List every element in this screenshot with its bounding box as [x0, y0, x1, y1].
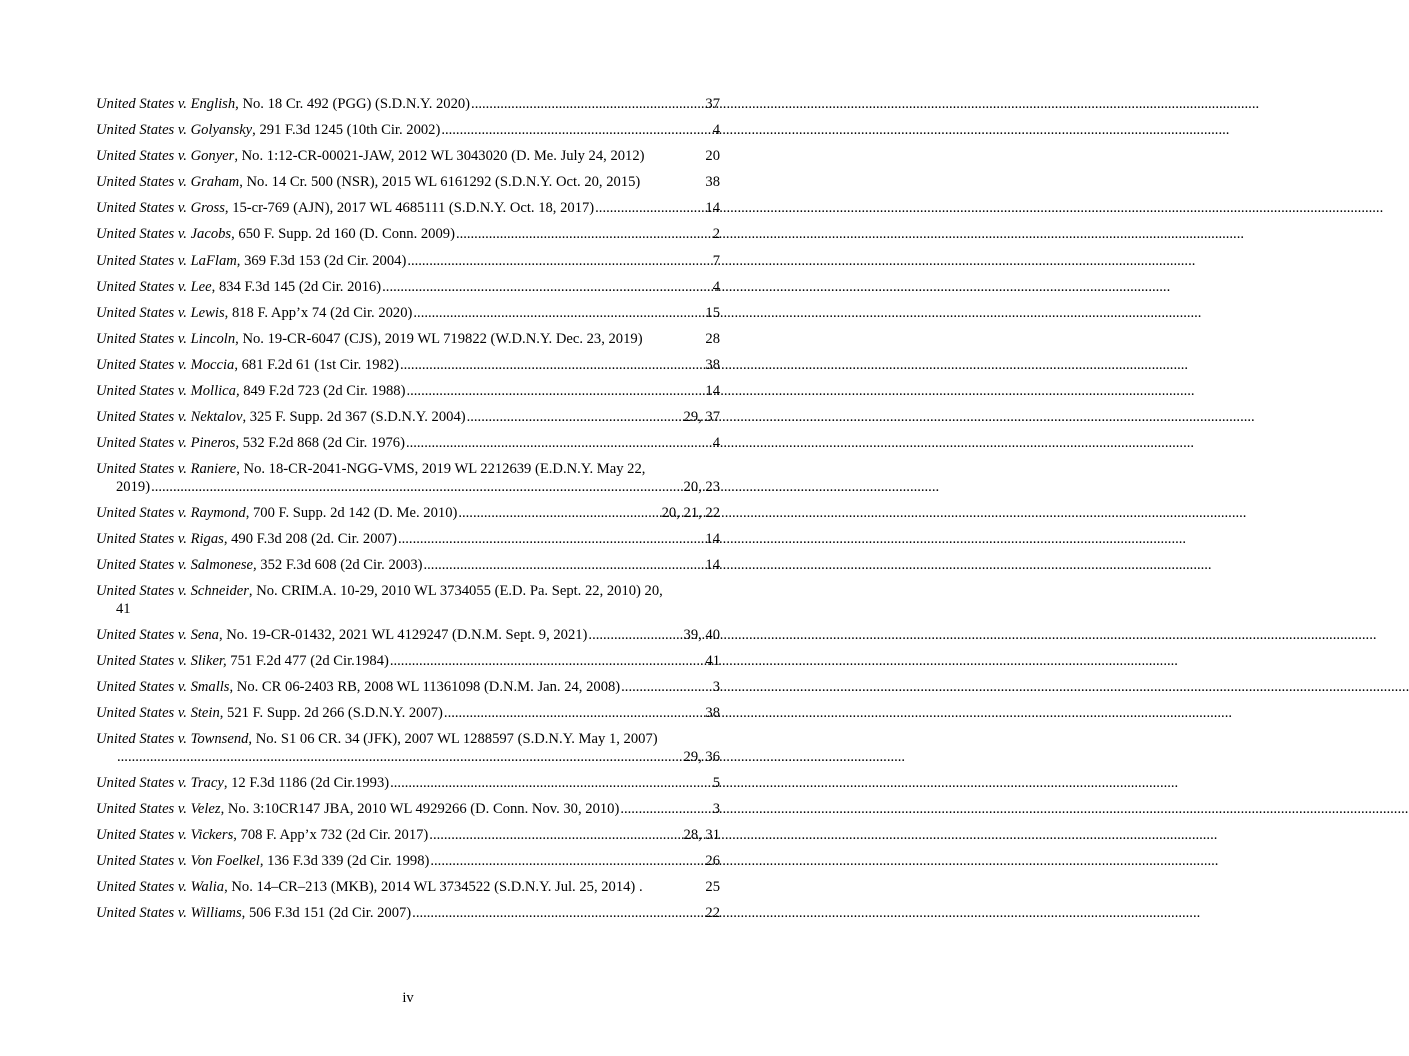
case-citation: , 325 F. Supp. 2d 367 (S.D.N.Y. 2004) [242, 409, 466, 426]
page-references: 39, 40 [683, 626, 720, 643]
page-references: 22 [705, 905, 720, 922]
page-references: 38 [705, 356, 720, 373]
case-name: United States v. Stein [96, 705, 220, 722]
page-references: 38 [705, 705, 720, 722]
case-name: United States v. Rigas [96, 531, 224, 547]
case-citation: , 700 F. Supp. 2d 142 (D. Me. 2010) [245, 504, 458, 521]
case-name: United States v. Lincoln [96, 330, 236, 347]
page-references: 2 [712, 226, 720, 243]
page-references: 20, 23 [683, 478, 720, 495]
dot-leader [407, 253, 711, 271]
authority-entry [96, 279, 720, 297]
page-references: 26 [705, 853, 720, 870]
case-citation: , No. CR 06-2403 RB, 2008 WL 11361098 (D.N.M. Jan. 24, 2008) [229, 678, 621, 695]
case-name: United States v. Vickers [96, 826, 234, 843]
case-name: United States v. Raniere [96, 461, 237, 478]
case-name: United States v. Lewis [96, 304, 225, 321]
authority-entry [96, 148, 720, 166]
case-citation: , No. CRIM.A. 10-29, 2010 WL 3734055 (E.D. Pa. Sept. 22, 2010) 20, [248, 583, 663, 600]
authority-entry [96, 331, 720, 349]
case-citation: , 681 F.2d 61 (1st Cir. 1982) [234, 356, 399, 373]
case-name: United States v. Schneider [96, 583, 249, 600]
case-citation: , No. 3:10CR147 JBA, 2010 WL 4929266 (D. Conn. Nov. 30, 2010) [220, 800, 620, 817]
case-citation: 849 F.2d 723 (2d Cir. 1988) [239, 383, 406, 400]
authority-entry [96, 226, 720, 244]
case-name: United States v. Smalls [96, 678, 230, 695]
case-name: United States v. Jacobs [96, 226, 232, 243]
dot-leader [117, 749, 683, 767]
authority-entry [96, 653, 720, 671]
case-name: United States v. Lee [96, 278, 212, 295]
case-citation: , No. 19-CR-01432, 2021 WL 4129247 (D.N.M. Sept. 9, 2021) [218, 626, 588, 643]
page-references: 20 [705, 148, 720, 165]
case-citation: , No. 14–CR–213 (MKB), 2014 WL 3734522 (S.D.N.Y. Jul. 25, 2014) . [224, 879, 643, 896]
case-name: United States v. Gonyer [96, 148, 235, 165]
case-citation-continued: 2019) [116, 478, 151, 495]
authority-entry [96, 357, 720, 375]
page-references: 7 [712, 252, 720, 269]
case-citation: , 650 F. Supp. 2d 160 (D. Conn. 2009) [231, 226, 455, 243]
authority-entry [96, 905, 720, 923]
dot-leader [151, 479, 682, 497]
case-citation: , 708 F. App’x 732 (2d Cir. 2017) [233, 826, 429, 843]
case-name: United States v. Pineros [96, 435, 236, 452]
page-references: 41 [705, 652, 720, 669]
dot-leader [444, 705, 704, 723]
case-name: United States v. Graham [96, 174, 240, 191]
dot-leader [471, 96, 704, 114]
page-references: 4 [712, 122, 720, 139]
authority-entry [96, 409, 720, 427]
page-references: 29, 37 [683, 409, 720, 426]
case-name: United States v. Raymond [96, 504, 246, 521]
page-references: 14 [705, 557, 720, 574]
case-citation: , No. 1:12-CR-00021-JAW, 2012 WL 3043020 (D. Me. July 24, 2012) [234, 148, 645, 165]
page-references: 37 [705, 96, 720, 112]
case-citation: , 532 F.2d 868 (2d Cir. 1976) [235, 435, 405, 452]
authority-entry [96, 122, 720, 140]
dot-leader [413, 305, 704, 323]
page-references: 4 [712, 278, 720, 295]
case-name: United States v. Sena [96, 626, 219, 643]
dot-leader [406, 435, 712, 453]
case-citation: , 506 F.3d 151 (2d Cir. 2007) [241, 905, 412, 922]
case-citation: 751 F.2d 477 (2d Cir.1984) [226, 652, 389, 669]
case-citation: , 291 F.3d 1245 (10th Cir. 2002) [252, 122, 441, 139]
page-references: 20, 21, 22 [661, 504, 720, 521]
case-citation: , No. 19-CR-6047 (CJS), 2019 WL 719822 (W.D.N.Y. Dec. 23, 2019) [235, 330, 643, 347]
authority-entry [96, 174, 720, 192]
dot-leader [456, 226, 712, 244]
dot-leader [390, 653, 705, 671]
dot-leader [406, 383, 704, 401]
dot-leader [595, 200, 704, 218]
dot-leader [412, 905, 704, 923]
dot-leader [430, 853, 704, 871]
case-citation: , 818 F. App’x 74 (2d Cir. 2020) [224, 304, 413, 321]
page-references: 15 [705, 304, 720, 321]
case-name: United States v. English [96, 96, 236, 112]
dot-leader [621, 679, 712, 697]
case-citation: , 369 F.3d 153 (2d Cir. 2004) [236, 252, 407, 269]
case-citation: , 136 F.3d 339 (2d Cir. 1998) [259, 853, 430, 870]
page-references: 14 [705, 383, 720, 400]
dot-leader [441, 122, 711, 140]
case-name: United States v. Velez [96, 800, 221, 817]
page-references: 5 [712, 774, 720, 791]
authority-entry [96, 853, 720, 871]
case-name: United States v. Walia [96, 879, 225, 896]
case-name: United States v. Gross [96, 200, 225, 217]
authority-entry [96, 827, 720, 845]
page-references: 4 [712, 435, 720, 452]
page-references: 28 [705, 330, 720, 347]
case-name: United States v. Townsend [96, 731, 249, 748]
page-references: 14 [705, 200, 720, 217]
case-name: United States v. Williams [96, 905, 242, 922]
authority-entry [96, 253, 720, 271]
dot-leader [467, 409, 683, 427]
case-name: United States v. Nektalov [96, 409, 243, 426]
authority-entry [96, 200, 720, 218]
authority-entry [96, 383, 720, 401]
dot-leader [398, 531, 704, 549]
case-name: United States v. Salmonese, [96, 557, 257, 574]
dot-leader [429, 827, 682, 845]
authority-entry [96, 705, 720, 723]
case-citation: 352 F.3d 608 (2d Cir. 2003) [256, 557, 423, 574]
case-citation: , No. 18 Cr. 492 (PGG) (S.D.N.Y. 2020) [235, 96, 471, 112]
case-citation: , 834 F.3d 145 (2d Cir. 2016) [211, 278, 382, 295]
case-name: United States v. LaFlam [96, 252, 237, 269]
table-of-authorities [96, 96, 720, 931]
case-citation: , No. 18-CR-2041-NGG-VMS, 2019 WL 2212639 (E.D.N.Y. May 22, [236, 461, 646, 478]
case-citation: , No. S1 06 CR. 34 (JFK), 2007 WL 1288597 (S.D.N.Y. May 1, 2007) [248, 731, 658, 748]
case-name: United States v. Sliker, [96, 652, 227, 669]
page-references: 3 [712, 678, 720, 695]
page-references: 38 [705, 174, 720, 191]
page-references: 28, 31 [683, 826, 720, 843]
case-citation-continued: 41 [116, 600, 131, 617]
dot-leader [390, 775, 712, 793]
case-name: United States v. Moccia [96, 356, 235, 373]
case-citation: , 12 F.3d 1186 (2d Cir.1993) [223, 774, 390, 791]
page-number: iv [402, 990, 414, 1006]
case-citation: , 521 F. Supp. 2d 266 (S.D.N.Y. 2007) [219, 705, 443, 722]
authority-entry [96, 679, 720, 697]
case-citation: , 15-cr-769 (AJN), 2017 WL 4685111 (S.D.N.Y. Oct. 18, 2017) [224, 200, 595, 217]
dot-leader [400, 357, 704, 375]
authority-entry [96, 96, 720, 114]
case-name: United States v. Von Foelkel [96, 853, 260, 870]
authority-entry [96, 435, 720, 453]
authority-entry [96, 879, 720, 897]
case-citation: , No. 14 Cr. 500 (NSR), 2015 WL 6161292 (S.D.N.Y. Oct. 20, 2015) [239, 174, 641, 191]
authority-entry [96, 531, 720, 549]
page-references: 3 [712, 800, 720, 817]
case-name: United States v. Tracy [96, 774, 224, 791]
dot-leader [620, 801, 711, 819]
authority-entry [96, 505, 720, 523]
authority-entry [96, 775, 720, 793]
authority-entry [96, 627, 720, 645]
authority-entry [96, 731, 720, 766]
page-references: 25 [705, 879, 720, 896]
dot-leader [588, 627, 682, 645]
case-name: United States v. Golyansky [96, 122, 253, 139]
authority-entry [96, 461, 720, 496]
authority-entry [96, 801, 720, 819]
case-citation: , 490 F.3d 208 (2d. Cir. 2007) [223, 531, 397, 547]
dot-leader [382, 279, 712, 297]
authority-entry [96, 583, 720, 618]
authority-entry [96, 557, 720, 575]
case-name: United States v. Mollica, [96, 383, 240, 400]
authority-entry [96, 305, 720, 323]
page-references: 14 [705, 531, 720, 547]
page-references: 29, 36 [683, 748, 720, 765]
dot-leader [458, 505, 660, 523]
dot-leader [424, 557, 705, 575]
